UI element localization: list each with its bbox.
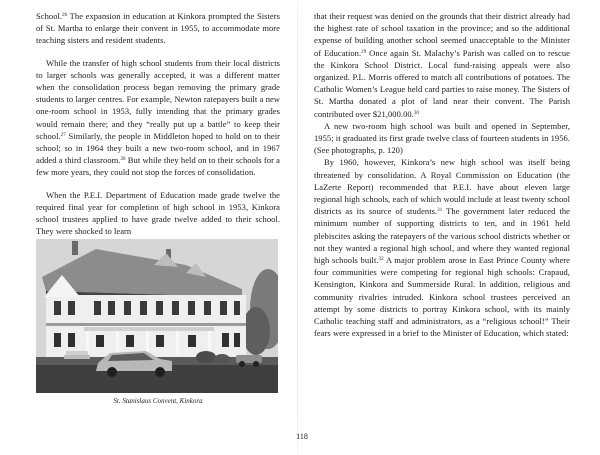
left-paragraph-3: When the P.E.I. Department of Education made grade twelve the required final year for completion of high school in 1953, Kinkora school trustees applied to have grade twelve added to their school. They were shocked to learn [36, 189, 280, 237]
footnote-ref: 27 [60, 132, 66, 138]
left-page [36, 10, 280, 405]
photo-caption: St. Stanislaus Convent, Kinkora [113, 397, 203, 406]
left-paragraph-2: While the transfer of high school students from their local districts to larger schools was generally accepted, it was a different matter when the consolidation process began removing the primary grade students to larger centres. For example, Newton ratepayers built a new one-room school in 1953, fully intending that the primary grades would remain there; and they “really put up a battle” to keep their school.$^{27}$ Similarly, the people in Middleton hoped to hold on to their school; so in 1964 they built a new two-room school, and in 1967 added a third classroom.$^{28}$ But while they held on to their schools for a few more years, they could not stop the forces of consolidation. [36, 57, 280, 178]
book-gutter [297, 0, 298, 455]
right-page [314, 10, 570, 339]
footnote-ref: 26 [62, 13, 68, 18]
footnote-ref: 31 [437, 208, 443, 214]
right-paragraph-1: that their request was denied on the grounds that their district already had the highest rate of school taxation in the province; and so the additional expense of building another school seemed unacceptable to the Minister of Education.$^{29}$ Once again St. Malachy’s Parish was called on to rescue the Kinkora School District. Local fund-raising appeals were also organized. P.L. Morris offered to match all contributions of potatoes. The Catholic Women’s League held card parties to raise money. The Sisters of St. Martha donated a plot of land near their convent. The Parish contributed over $21,000.00.30 [314, 11, 570, 119]
footnote-ref: 30 [413, 110, 419, 116]
left-paragraph-1: School.$^{26}$ The expansion in education at Kinkora prompted the Sisters of St. Martha to enlarge their convent in 1955, to accommodate more teaching sisters and resident students. [36, 11, 280, 46]
footnote-ref: 28 [120, 157, 126, 163]
right-paragraph-3: By 1960, however, Kinkora’s new high school was itself being threatened by consolidation. A Royal Commission on Education (the LaZerte Report) recommended that P.E.I. have about eleven large regional high schools, each of which would include at least twenty school districts as its source of students.$^{31}$ The government later reduced the minimum number of supporting districts to ten, and in 1961 held plebiscites asking the ratepayers of the various school districts whether or not they wanted a regional high school, and where they wanted regional high schools built.$^{32}$ A major problem arose in East Prince County where four communities were competing for regional high schools: Crapaud, Kensington, Kinkora and Summerside Rural. In addition, religious and community rivalries intruded. Kinkora school trustees perceived an attempt by some districts to portray Kinkora school, with its mainly Catholic teaching staff and administrators, as a “religious school!” Their fears were expressed in a brief to the Minister of Education, which stated: [314, 157, 570, 339]
right-paragraph-2: A new two-room high school was built and opened in September, 1955; it graduated its first grade twelve class of fourteen students in 1956. (See photographs, p. 120) [314, 120, 570, 156]
page-number: 118 [296, 432, 308, 441]
footnote-ref: 29 [361, 49, 367, 55]
footnote-ref: 32 [378, 257, 384, 263]
convent-photograph [36, 239, 278, 393]
